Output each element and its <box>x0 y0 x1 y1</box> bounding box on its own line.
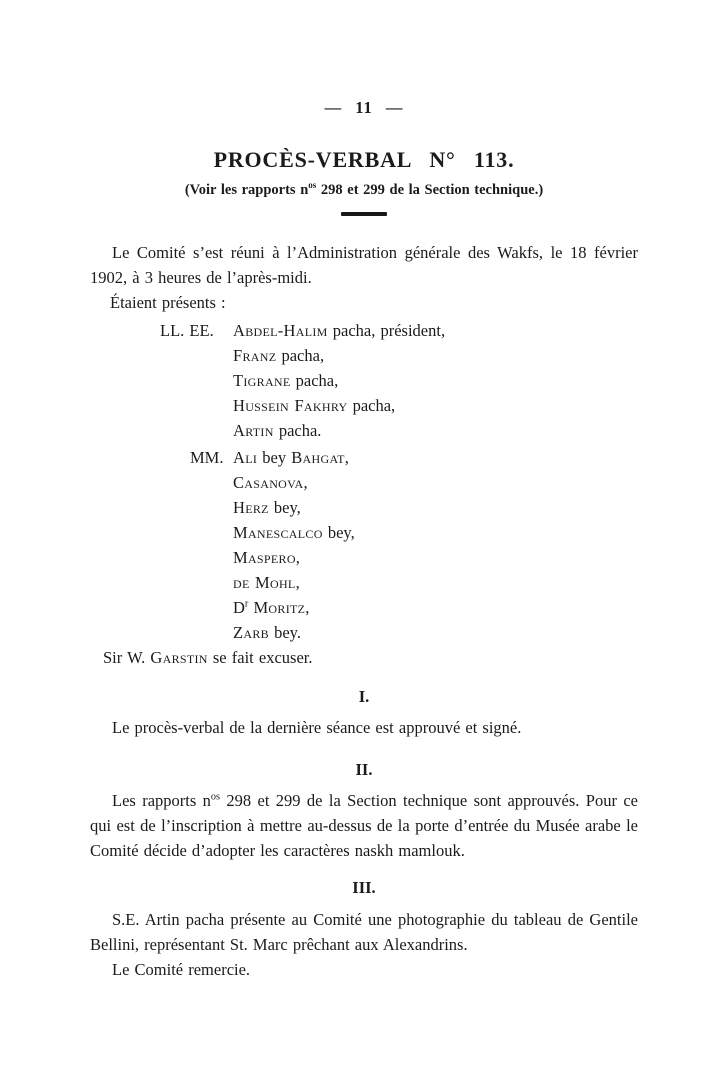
intro-paragraph: Le Comité s’est réuni à l’Administration générale des Wakfs, le 18 février 1902, à 3 heures de l’après-midi. <box>90 243 638 287</box>
attendee-row <box>233 495 638 520</box>
text-segment: Casanova <box>233 473 304 492</box>
text-segment: Ali <box>233 448 258 467</box>
text-segment: os <box>308 180 317 191</box>
text-segment: , <box>344 448 349 467</box>
attendee-row <box>233 368 638 393</box>
page-number: — 11 — <box>324 98 404 117</box>
text-segment: Le Comité remercie. <box>112 960 251 979</box>
attendee-row <box>233 570 638 595</box>
section-iii <box>90 875 638 982</box>
text-segment: Manescalco <box>233 523 323 542</box>
section-i-paragraph <box>90 715 638 740</box>
text-segment: se fait excuser. <box>207 648 313 667</box>
section-i-numeral: I. <box>358 687 370 706</box>
text-segment: S.E. Artin pacha présente au Comité une photographie du tableau de Gentile Bellini, représentant St. Marc prêchant aux Alexandrins. <box>90 910 638 954</box>
members-list <box>90 445 638 645</box>
section-iii-paragraph <box>90 957 638 982</box>
text-segment: Garstin <box>150 648 208 667</box>
attendee-row <box>233 393 638 418</box>
page-content <box>90 0 638 982</box>
section-iii-numeral: III. <box>352 878 376 897</box>
attendee-row <box>233 343 638 368</box>
section-ii <box>90 757 638 863</box>
text-segment: de Mohl <box>233 573 296 592</box>
text-segment: 298 et 299 de la Section technique.) <box>316 182 544 198</box>
attendee-row <box>233 418 638 443</box>
text-segment: Herz <box>233 498 269 517</box>
text-segment: bey, <box>268 498 301 517</box>
dignitaries-list <box>90 318 638 443</box>
text-segment: pacha, <box>290 371 339 390</box>
text-segment: pacha, président, <box>327 321 446 340</box>
text-segment: , <box>305 598 310 617</box>
text-segment: D <box>233 598 245 617</box>
attendee-row <box>233 318 638 343</box>
section-iii-paragraph <box>90 907 638 957</box>
members-prefix: MM. <box>190 448 224 467</box>
text-segment: bey, <box>322 523 355 542</box>
text-segment: , <box>295 548 300 567</box>
text-segment: 298 et 299 de la Section technique sont approuvés. Pour ce qui est de l’inscription à mettre au-dessus de la porte d’entrée du Musée arabe le Comité décide d’adopter les caractères naskh mamlouk. <box>90 791 638 860</box>
text-segment: Maspero <box>233 548 296 567</box>
text-segment: Zarb <box>233 623 269 642</box>
text-segment: pacha. <box>273 421 322 440</box>
text-segment: Les rapports n <box>112 791 211 810</box>
excused-line <box>90 645 638 670</box>
attendee-row <box>233 620 638 645</box>
text-segment: (Voir les rapports n <box>184 182 309 198</box>
doc-title: PROCÈS-VERBAL N° 113. <box>213 147 515 172</box>
text-segment: Artin <box>233 421 274 440</box>
attendee-row <box>233 595 638 620</box>
text-segment: Franz <box>233 346 277 365</box>
attendee-row <box>233 470 638 495</box>
text-segment: Hussein Fakhry <box>233 396 348 415</box>
text-segment: os <box>210 791 220 803</box>
title-divider-rule <box>341 212 387 216</box>
text-segment: Bahgat <box>291 448 345 467</box>
attendee-row <box>233 520 638 545</box>
text-segment: r <box>244 598 249 610</box>
text-segment: , <box>303 473 308 492</box>
attendee-row <box>233 545 638 570</box>
section-i <box>90 684 638 740</box>
section-ii-paragraph <box>90 788 638 863</box>
dignitaries-prefix: LL. EE. <box>160 321 214 340</box>
text-segment: Moritz <box>253 598 306 617</box>
text-segment: Le procès-verbal de la dernière séance est approuvé et signé. <box>112 718 522 737</box>
presents-label: Étaient présents : <box>110 293 226 312</box>
text-segment: bey <box>257 448 292 467</box>
attendee-row <box>233 445 638 470</box>
text-segment: Abdel-Halim <box>233 321 328 340</box>
text-segment: pacha, <box>276 346 325 365</box>
text-segment: Sir W. <box>103 648 151 667</box>
text-segment: pacha, <box>347 396 396 415</box>
section-ii-numeral: II. <box>355 760 373 779</box>
text-segment: Tigrane <box>233 371 291 390</box>
doc-subtitle <box>90 181 638 200</box>
text-segment: bey. <box>268 623 301 642</box>
text-segment: , <box>295 573 300 592</box>
